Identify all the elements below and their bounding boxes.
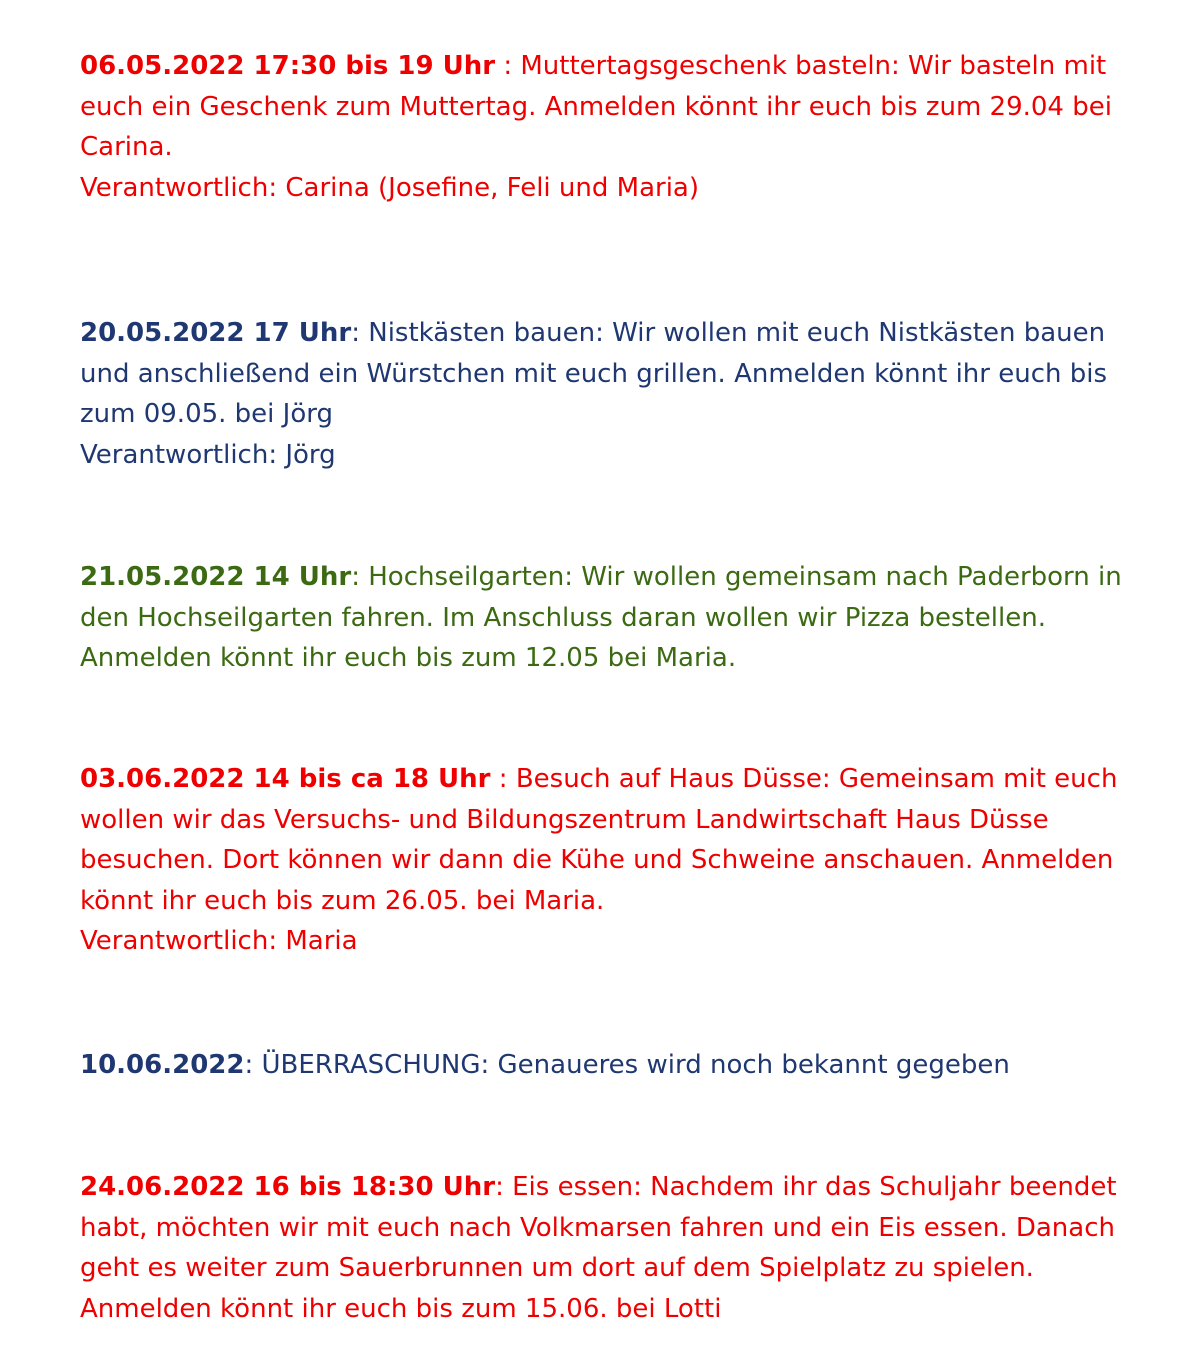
event-separator: : — [351, 318, 369, 348]
event-ueberraschung — [80, 1045, 1140, 1086]
event-description: Eis essen: Nachdem ihr das Schuljahr beendet habt, möchten wir mit euch nach Volkmarsen fahren und ein Eis essen. Danach geht es weiter zum Sauerbrunnen um dort auf dem Spielplatz zu spielen. Anmelden könnt ihr euch bis zum 15.06. bei Lotti — [80, 1172, 1117, 1324]
event-separator: : — [490, 764, 516, 794]
event-description: Hochseilgarten: Wir wollen gemeinsam nach Paderborn in den Hochseilgarten fahren. Im Anschluss daran wollen wir Pizza bestellen. Anmelden könnt ihr euch bis zum 12.05 bei Maria. — [80, 562, 1122, 673]
event-separator: : — [495, 1172, 513, 1202]
event-hochseilgarten — [80, 557, 1140, 679]
event-nistkaesten — [80, 313, 1140, 475]
event-responsible: Verantwortlich: Carina (Josefine, Feli und Maria) — [80, 172, 699, 203]
event-muttertag — [80, 46, 1140, 208]
event-date: 24.06.2022 16 bis 18:30 Uhr — [80, 1172, 496, 1202]
event-description: Nistkästen bauen: Wir wollen mit euch Nistkästen bauen und anschließend ein Würstchen mit euch grillen. Anmelden könnt ihr euch bis zum 09.05. bei Jörg — [80, 318, 1108, 429]
event-date: 06.05.2022 17:30 bis 19 Uhr — [80, 51, 496, 81]
event-responsible: Verantwortlich: Maria — [80, 926, 358, 956]
event-responsible: Verantwortlich: Jörg — [80, 439, 336, 470]
event-haus-duesse — [80, 759, 1140, 962]
event-date: 21.05.2022 14 Uhr — [80, 562, 352, 592]
event-eis-essen — [80, 1167, 1140, 1329]
event-separator: : — [351, 562, 369, 592]
event-separator: : — [244, 1050, 262, 1080]
event-description: Muttertagsgeschenk basteln: Wir basteln mit euch ein Geschenk zum Muttertag. Anmelden könnt ihr euch bis zum 29.04 bei Carina. — [80, 51, 1112, 162]
event-date: 03.06.2022 14 bis ca 18 Uhr — [80, 764, 491, 794]
event-date: 10.06.2022 — [80, 1050, 245, 1080]
event-description: Besuch auf Haus Düsse: Gemeinsam mit euch wollen wir das Versuchs- und Bildungszentrum Landwirtschaft Haus Düsse besuchen. Dort können wir dann die Kühe und Schweine anschauen. Anmelden könnt ihr euch bis zum 26.05. bei Maria. — [80, 764, 1118, 916]
event-date: 20.05.2022 17 Uhr — [80, 318, 352, 348]
event-separator: : — [495, 51, 521, 81]
event-description: ÜBERRASCHUNG: Genaueres wird noch bekannt gegeben — [261, 1050, 1010, 1080]
